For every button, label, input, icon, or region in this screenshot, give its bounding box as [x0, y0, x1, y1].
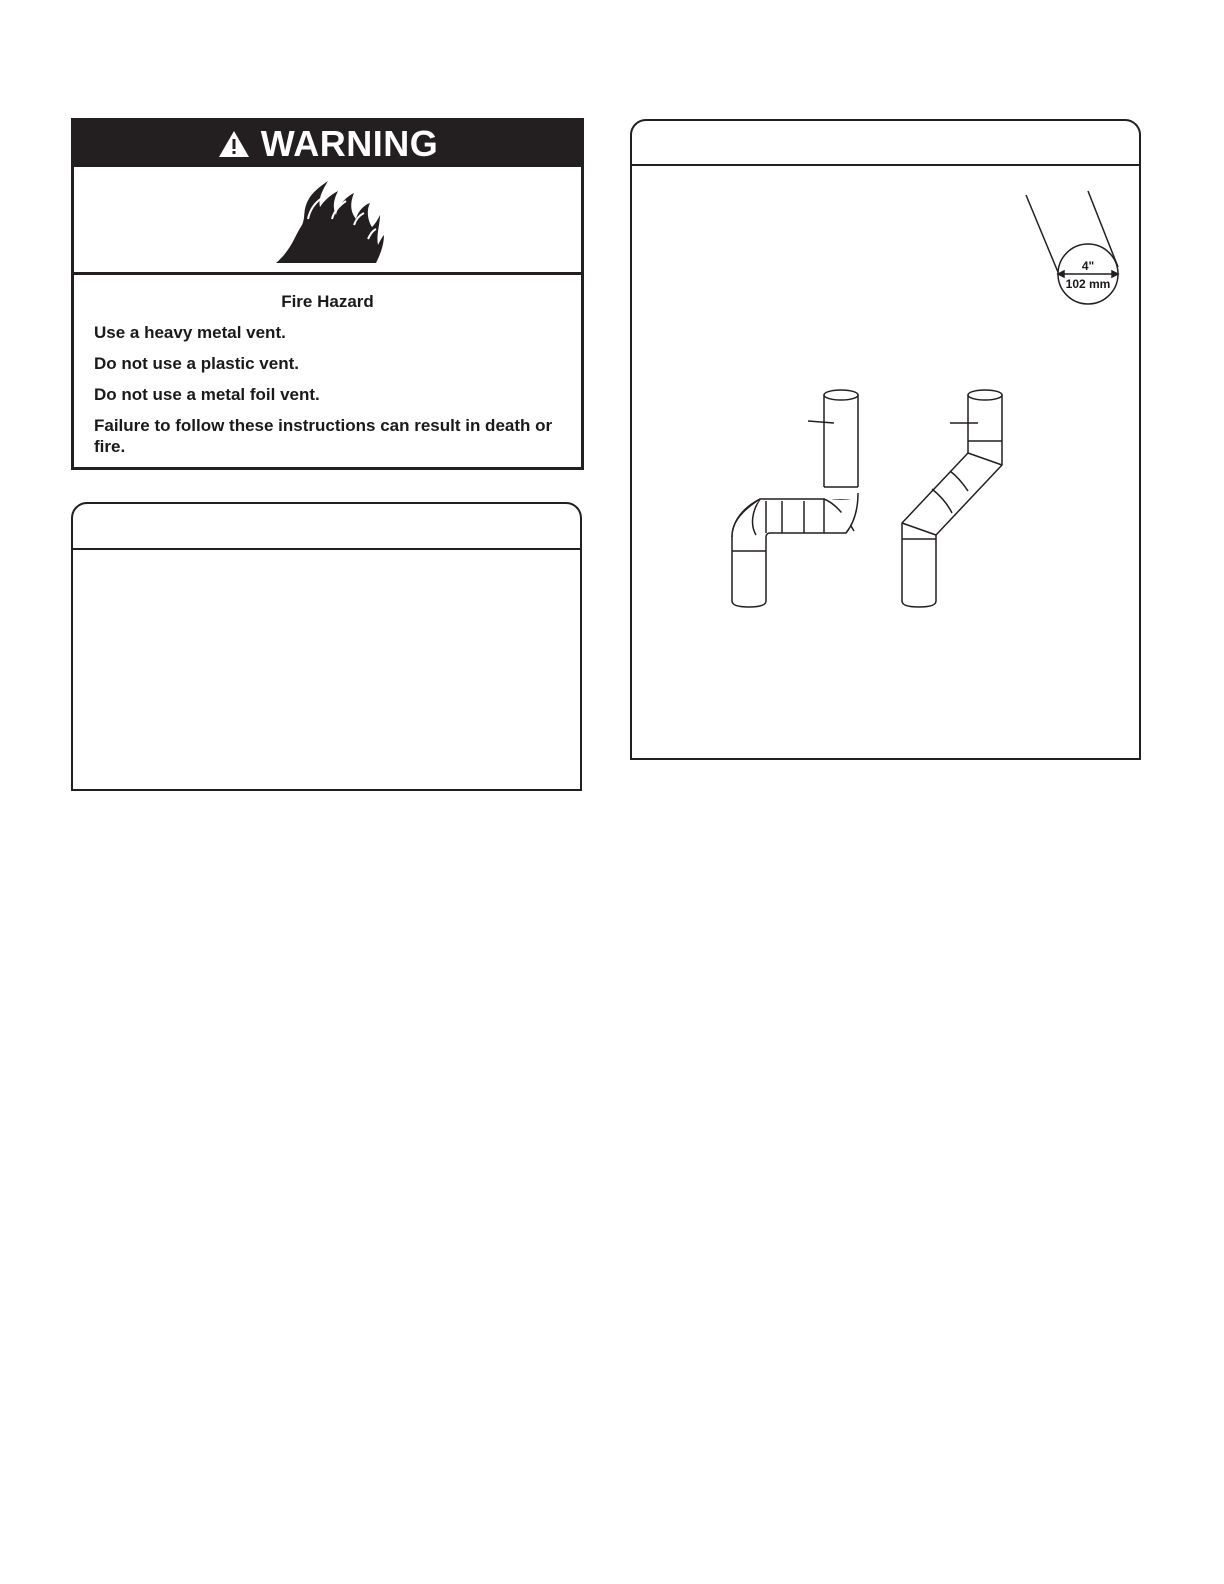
vent-diagram-panel	[630, 119, 1141, 760]
diameter-mm: 102 mm	[1065, 277, 1111, 291]
offset-vent-diagram	[902, 390, 1002, 607]
empty-info-panel	[71, 502, 582, 791]
fire-icon	[272, 179, 392, 265]
vent-diagrams	[632, 121, 1139, 758]
hazard-title: Fire Hazard	[281, 292, 374, 311]
warning-header	[74, 121, 581, 167]
warning-title: WARNING	[260, 123, 439, 164]
warning-line: Failure to follow these instructions can result in death or fire.	[94, 416, 553, 456]
warning-box	[71, 118, 584, 470]
warning-line: Use a heavy metal vent.	[94, 323, 286, 342]
flame-area	[74, 167, 581, 275]
warning-line: Do not use a plastic vent.	[94, 354, 299, 373]
elbow-vent-diagram	[732, 390, 861, 607]
warning-triangle-icon	[217, 129, 251, 159]
diameter-inches: 4"	[1081, 259, 1095, 273]
warning-line: Do not use a metal foil vent.	[94, 385, 320, 404]
panel-header-rule	[73, 548, 580, 550]
warning-body	[74, 278, 581, 457]
